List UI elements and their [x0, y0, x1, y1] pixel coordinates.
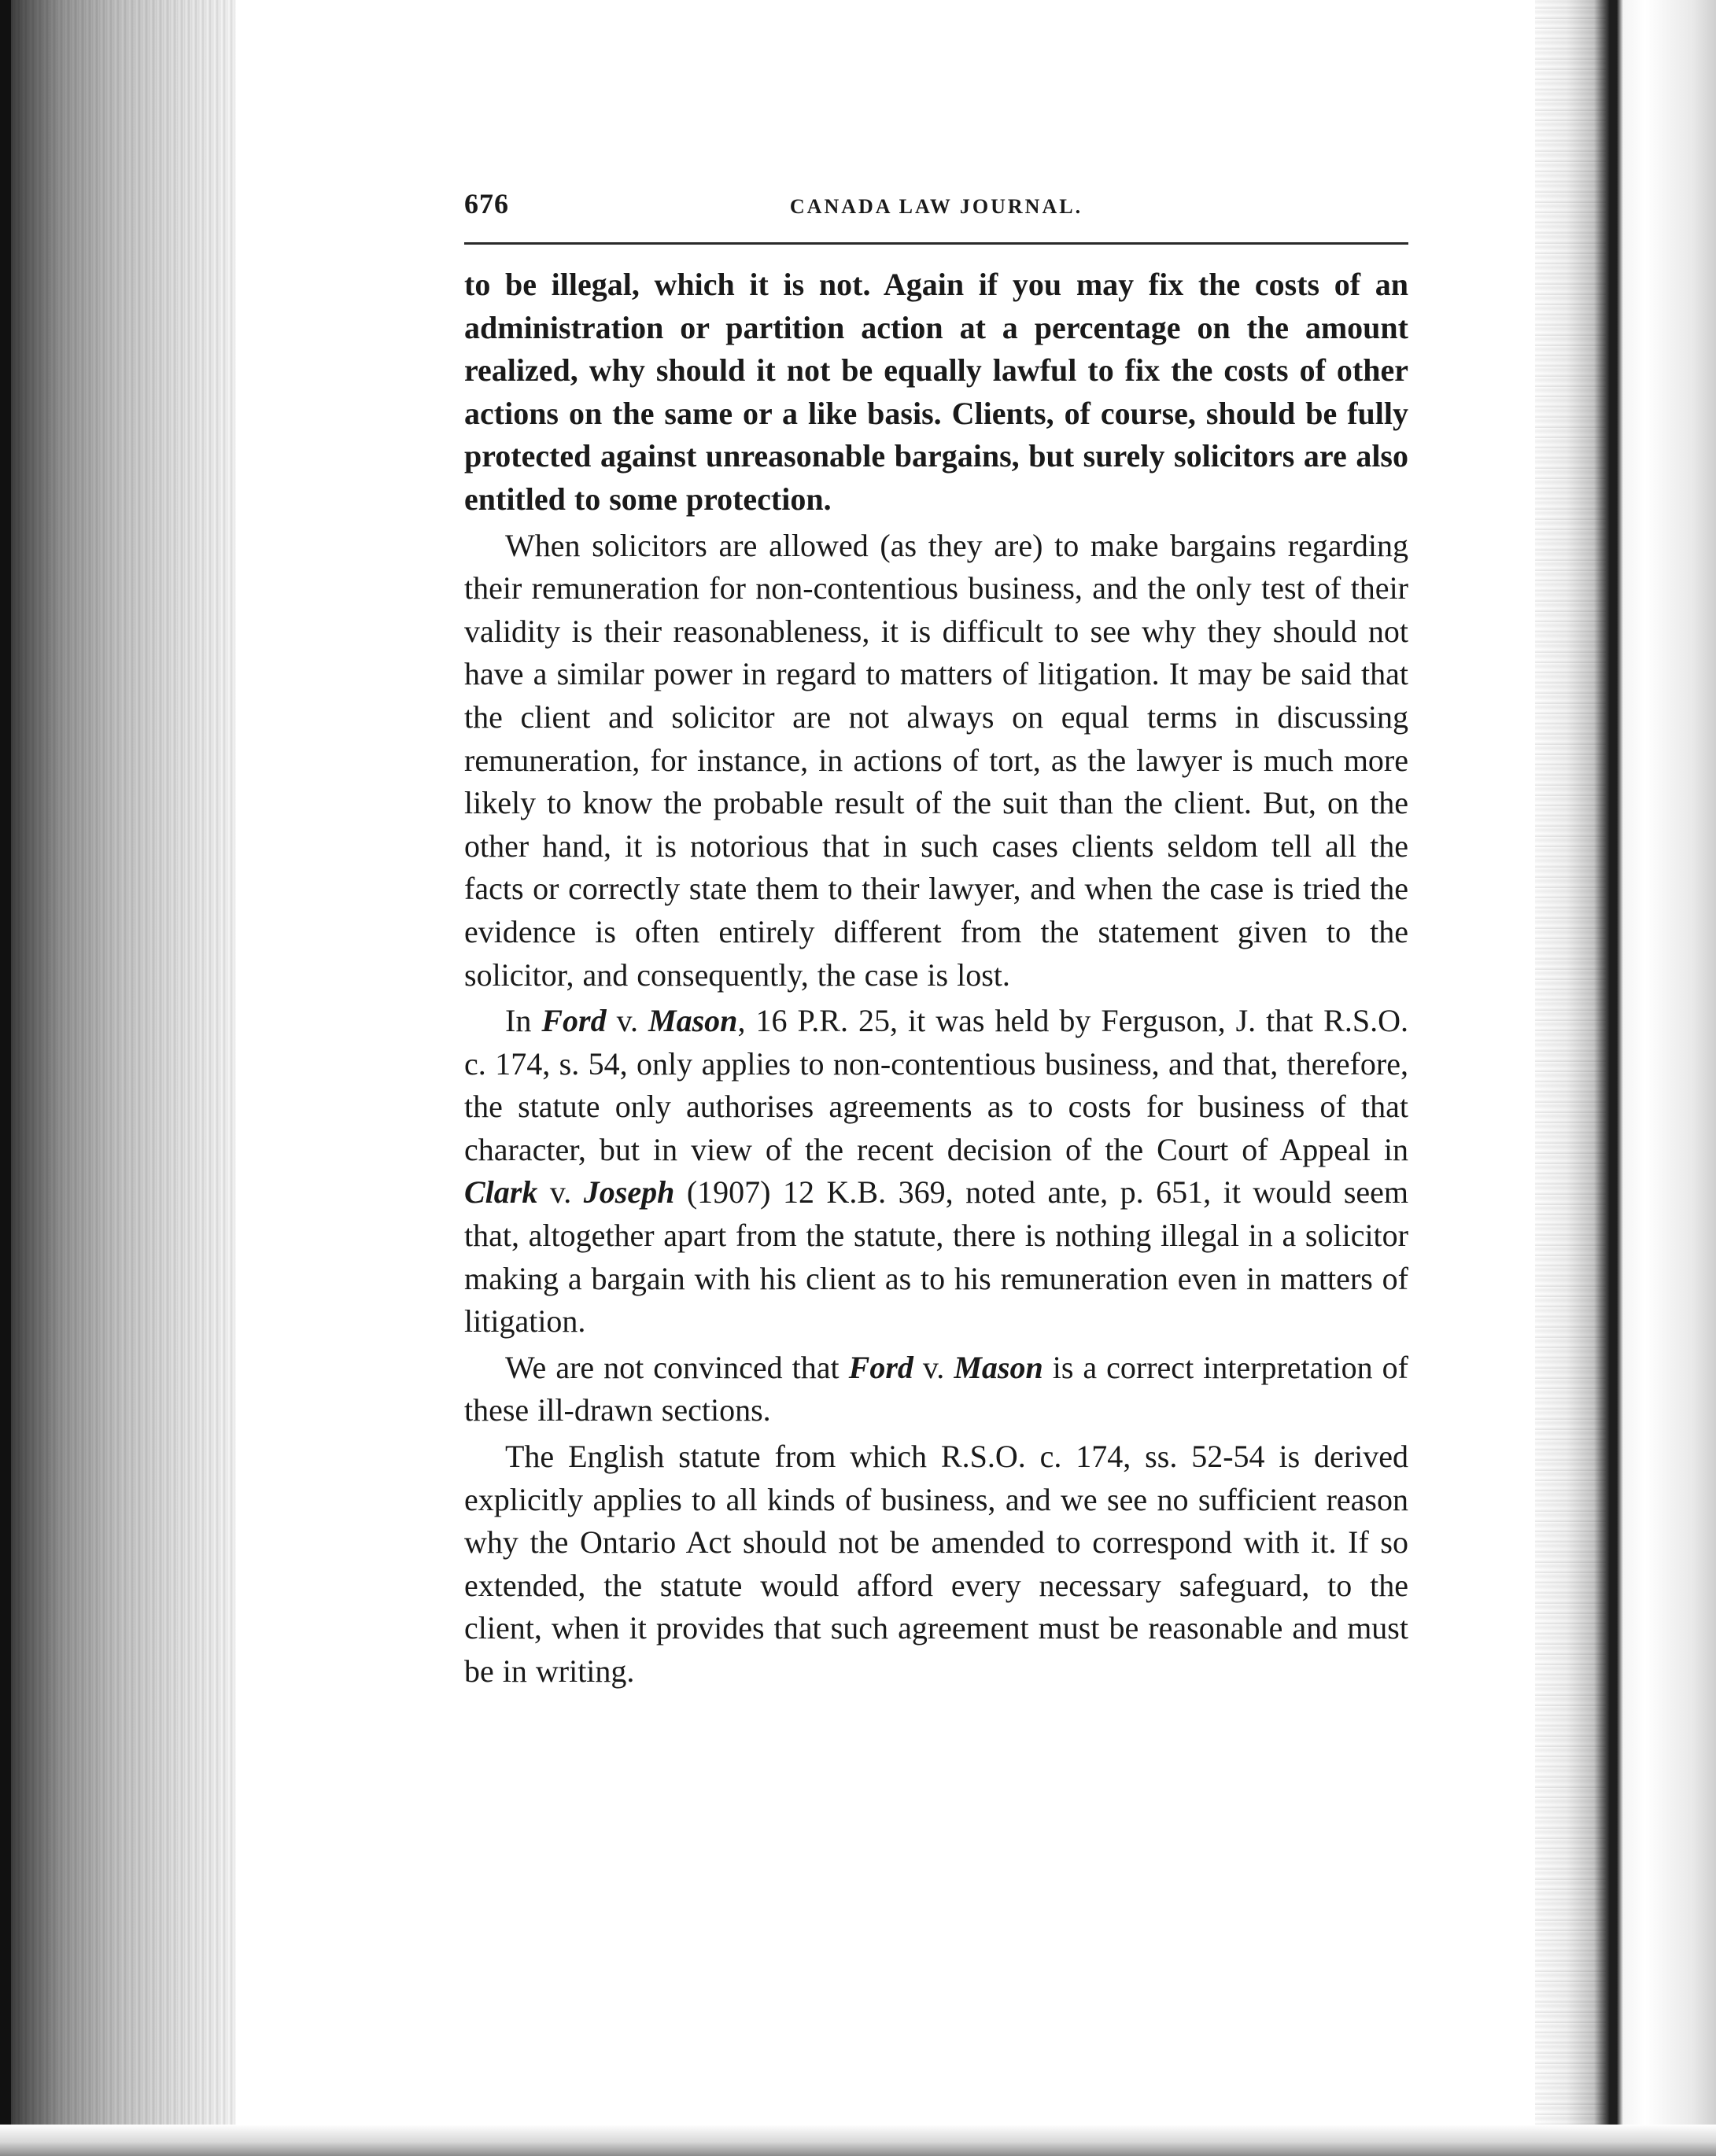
paragraph-text: v.: [537, 1174, 584, 1211]
case-name: Joseph: [583, 1174, 675, 1211]
case-name: Mason: [648, 1003, 738, 1039]
paragraph-1: to be illegal, which it is not. Again if you may fix the costs of an administration or partition action at a percentage on the amount realized, why should it not be equally lawful to fix the costs of other actions on the same or a like basis. Clients, of course, should be fully protected against unreasonable bargains, but surely solicitors are also entitled to some protection.: [464, 267, 1408, 517]
paragraph-text: (1907) 12 K.B. 369, noted ante, p. 651, it would seem that, altogether apart from the statute, there is nothing illegal in a solicitor making a bargain with his client as to his remuneration even in matters of litigation.: [464, 1174, 1409, 1340]
paragraph-4: [464, 1347, 1408, 1432]
scan-bottom-edge: [0, 2125, 1716, 2156]
paragraph-text: v.: [606, 1003, 649, 1039]
paragraph-text: , 16 P.R. 25, it was held by Ferguson, J. that R.S.O. c. 174, s. 54, only applies to non-contentious business, and that, therefore, the statute only authorises agreements as to costs for business of that character, but in view of the recent decision of the Court of Appeal in: [464, 1003, 1408, 1167]
paragraph-text: v.: [913, 1349, 954, 1385]
scan-binding-gutter: [0, 0, 236, 2156]
running-head: [464, 187, 1408, 234]
header-rule: [464, 242, 1408, 245]
case-name: Clark: [464, 1174, 538, 1211]
paragraph-text: In: [505, 1003, 542, 1039]
journal-page: [464, 187, 1408, 1693]
scan-right-speckle: [1535, 0, 1606, 2156]
paragraph-3: [464, 1000, 1408, 1343]
case-name: Ford: [848, 1349, 913, 1385]
paragraph-2: When solicitors are allowed (as they are) to make bargains regarding their remuneration for non-contentious business, and the only test of their validity is their reasonableness, it is difficult to see why they should not have a similar power in regard to matters of litigation. It may be said that the client and solicitor are not always on equal terms in discussing remuneration, for instance, in actions of tort, as the lawyer is much more likely to know the probable result of the suit than the client. But, on the other hand, it is notorious that in such cases clients seldom tell all the facts or correctly state them to their lawyer, and when the case is tried the evidence is often entirely different from the statement given to the solicitor, and consequently, the case is lost.: [464, 527, 1408, 993]
paragraph-text: We are not convinced that: [505, 1349, 849, 1385]
paragraph-5: The English statute from which R.S.O. c. 174, ss. 52-54 is derived explicitly applies to all kinds of business, and we see no sufficient reason why the Ontario Act should not be amended to correspond with it. If so extended, the statute would afford every necessary safeguard, to the client, when it provides that such agreement must be reasonable and must be in writing.: [464, 1439, 1408, 1689]
case-name: Ford: [541, 1003, 607, 1039]
page-number: 676: [464, 188, 509, 219]
journal-title: CANADA LAW JOURNAL.: [789, 195, 1083, 218]
case-name: Mason: [954, 1349, 1043, 1385]
paragraph-text: is a correct interpretation of these ill-drawn sections.: [464, 1349, 1408, 1428]
scan-binding-edge: [0, 0, 11, 2156]
